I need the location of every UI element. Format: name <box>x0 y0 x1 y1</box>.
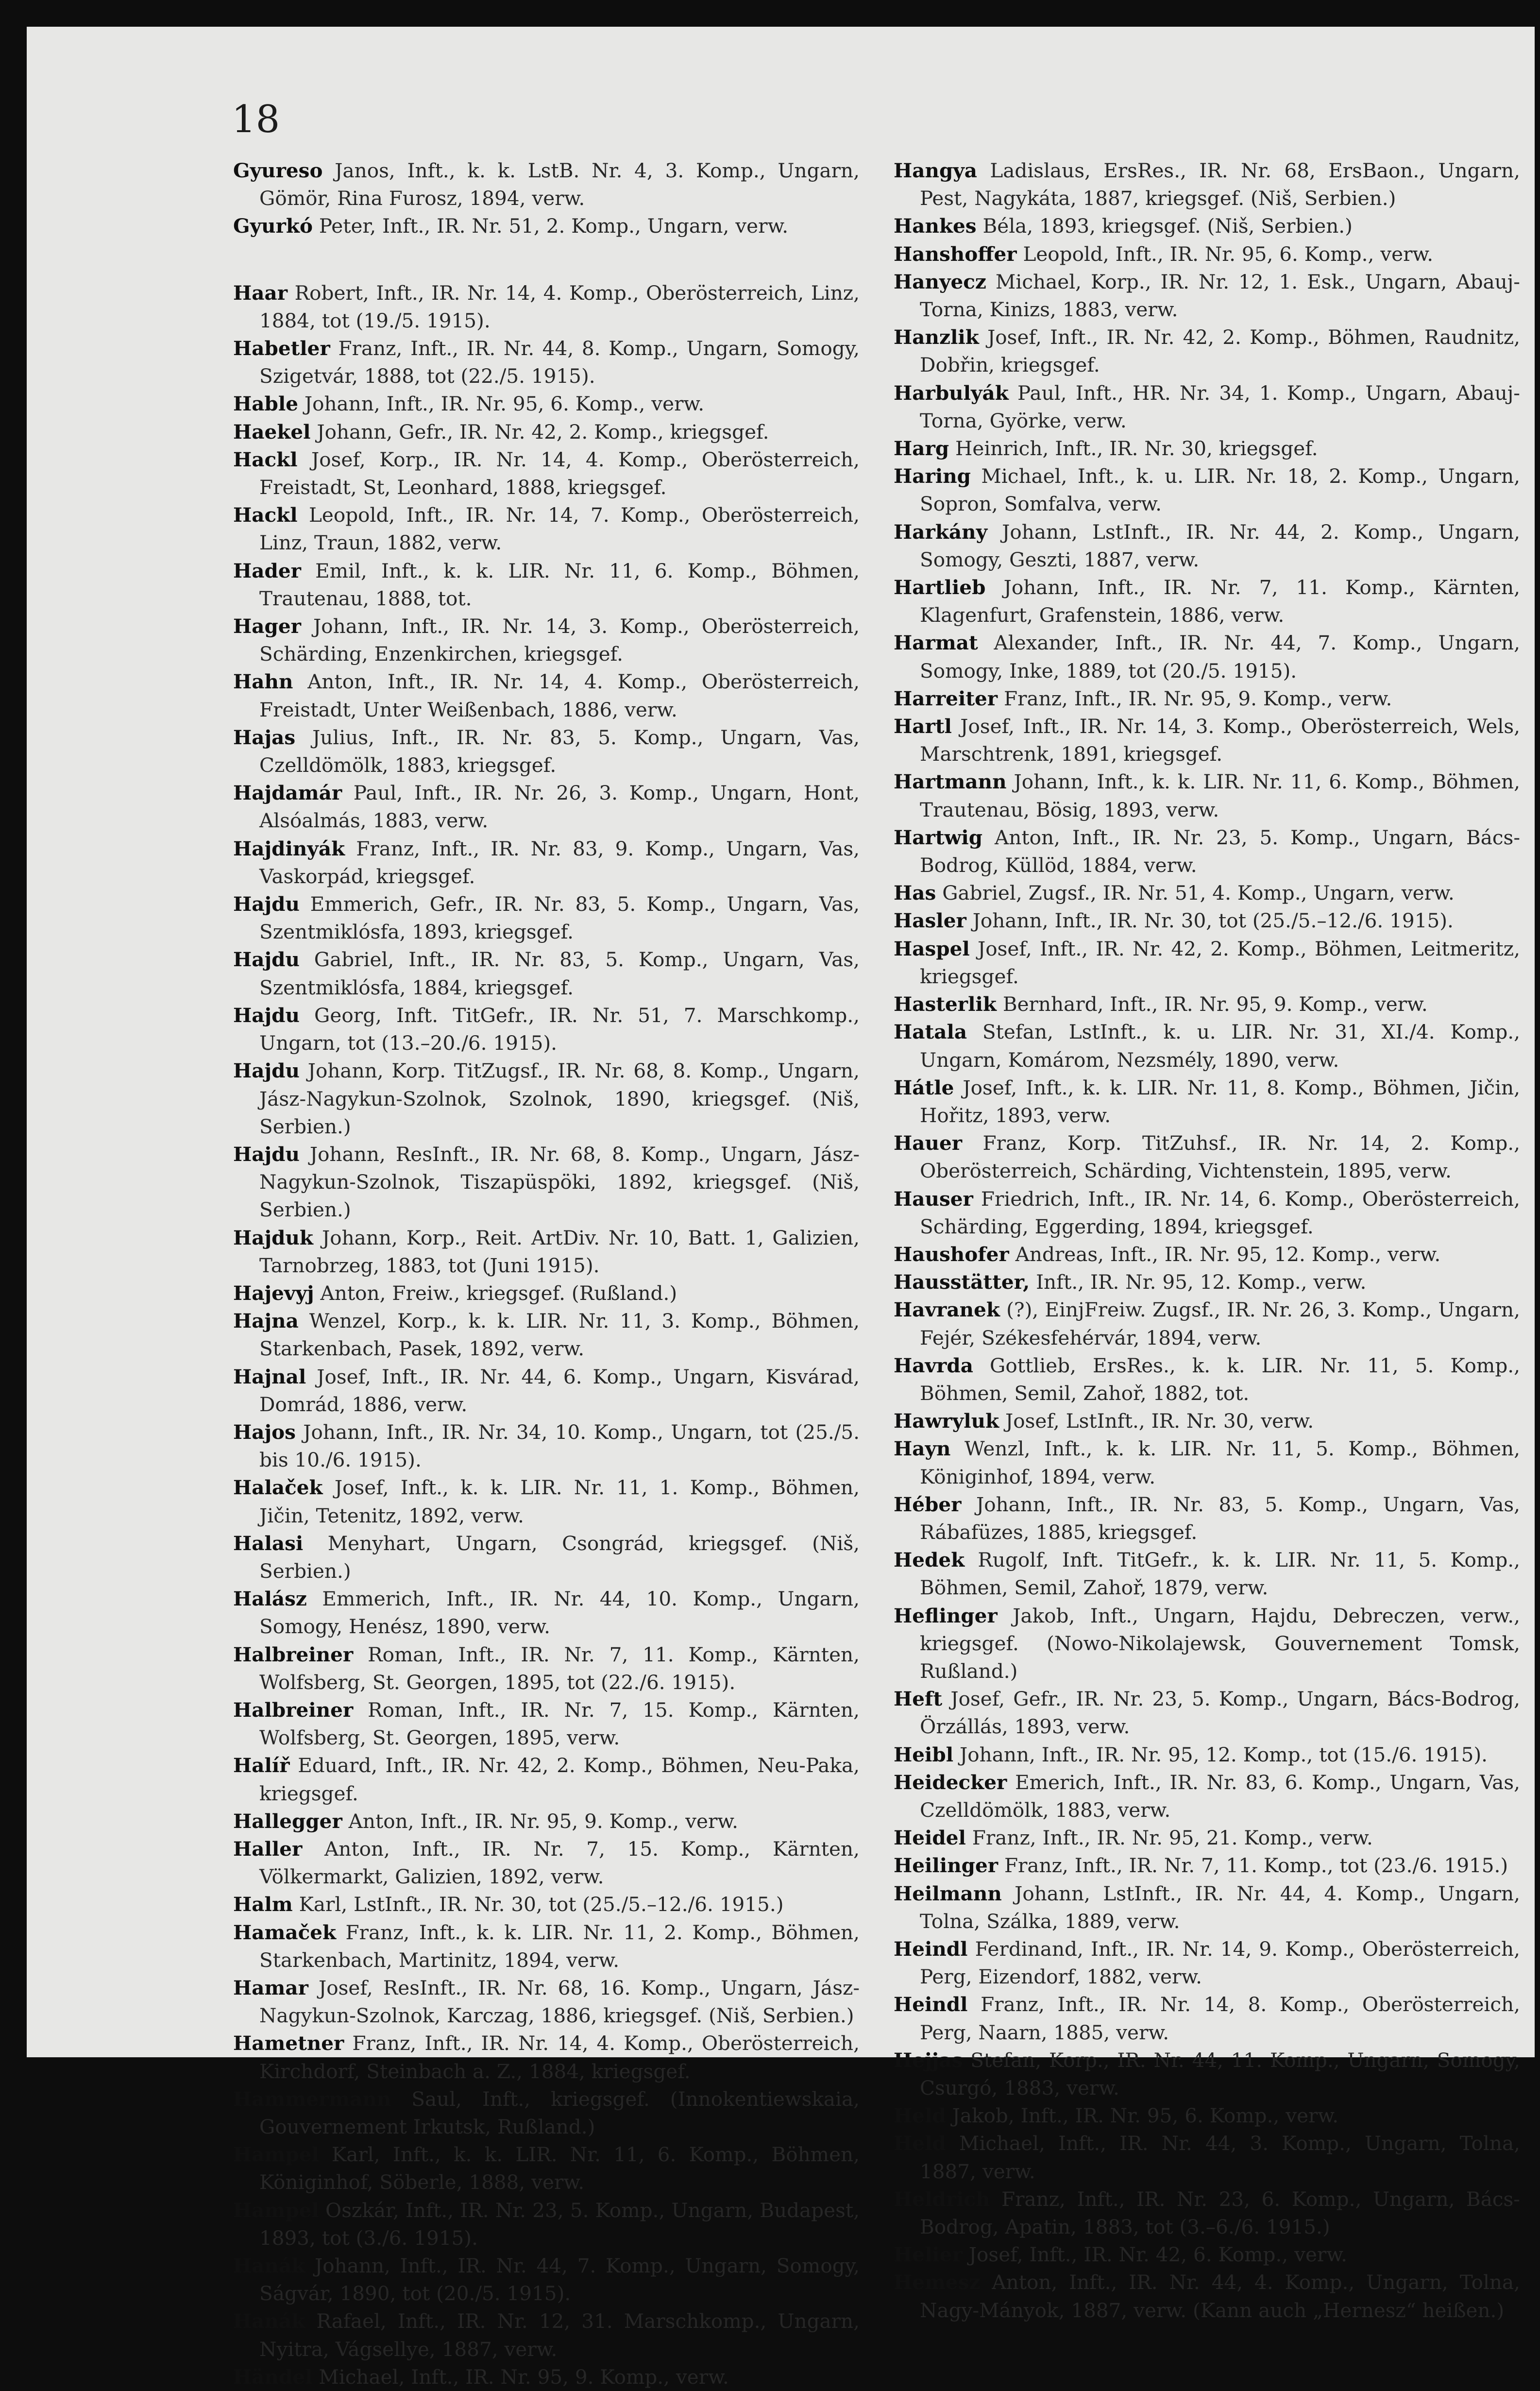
entry-details: Anton, Inft., IR. Nr. 7, 15. Komp., Kärnten, Völkermarkt, Galizien, 1892, verw. <box>259 1837 860 1889</box>
entry-details: Johann, Korp. TitZugsf., IR. Nr. 68, 8. Komp., Ungarn, Jász-Nagykun-Szolnok, Szolnok, 1890, kriegsgef. (Niš, Serbien.) <box>259 1059 860 1138</box>
entry-surname: Hartwig <box>894 825 983 849</box>
entry-surname: Haspel <box>894 937 970 960</box>
entry-details: Johann, Inft., IR. Nr. 34, 10. Komp., Ungarn, tot (25./5. bis 10./6. 1915). <box>259 1420 860 1472</box>
entry-details: Béla, 1893, kriegsgef. (Niš, Serbien.) <box>982 214 1353 238</box>
register-entry <box>233 335 860 390</box>
register-entry <box>233 2252 860 2307</box>
register-entry <box>233 1696 860 1752</box>
entry-surname: Hatala <box>894 1020 967 1044</box>
register-entry <box>894 268 1520 324</box>
entry-surname: Halm <box>233 1893 293 1916</box>
entry-details: Robert, Inft., IR. Nr. 14, 4. Komp., Oberösterreich, Linz, 1884, tot (19./5. 1915). <box>259 281 860 332</box>
register-entry <box>233 279 860 335</box>
entry-surname: Heft <box>894 1687 943 1711</box>
register-entry <box>233 557 860 613</box>
entry-surname: Heilmann <box>894 1881 1002 1905</box>
register-entry <box>894 1935 1520 1991</box>
register-entry <box>233 212 860 240</box>
entry-details: Andreas, Inft., IR. Nr. 95, 12. Komp., verw. <box>1015 1242 1441 1266</box>
register-entry <box>894 212 1520 240</box>
entry-surname: Hauser <box>894 1187 973 1211</box>
register-entry <box>894 2241 1520 2269</box>
entry-details: Johann, LstInft., IR. Nr. 44, 4. Komp., Ungarn, Tolna, Szálka, 1889, verw. <box>920 1881 1521 1933</box>
entry-surname: Heilinger <box>894 1854 998 1878</box>
left-column <box>233 157 860 2391</box>
register-entry <box>894 1352 1520 1407</box>
entry-surname: Halász <box>233 1587 307 1611</box>
entry-details: Michael, Inft., k. u. LIR. Nr. 18, 2. Komp., Ungarn, Sopron, Somfalva, verw. <box>920 464 1521 516</box>
entry-surname: Hackl <box>233 503 298 527</box>
register-entry <box>233 835 860 890</box>
entry-surname: Halbreiner <box>233 1642 354 1666</box>
entry-surname: Hedek <box>894 1548 965 1572</box>
register-entry <box>233 779 860 835</box>
register-entry <box>894 379 1520 435</box>
register-entry <box>894 1741 1520 1769</box>
entry-details: Janos, Inft., k. k. LstB. Nr. 4, 3. Komp., Ungarn, Gömör, Rina Furosz, 1894, verw. <box>259 159 860 210</box>
entry-surname: Havranek <box>894 1298 1000 1322</box>
entry-surname: Heindl <box>894 1937 968 1961</box>
entry-surname: Hajevyj <box>233 1281 314 1305</box>
entry-details: Johann, Inft., k. k. LIR. Nr. 11, 6. Komp., Böhmen, Trautenau, Bösig, 1893, verw. <box>920 770 1520 821</box>
entry-surname: Gyureso <box>233 159 323 182</box>
entry-details: Emmerich, Gefr., IR. Nr. 83, 5. Komp., Ungarn, Vas, Szentmiklósfa, 1893, kriegsgef. <box>259 892 860 944</box>
entry-surname: Hammermann <box>233 2087 391 2111</box>
entry-details: Josef, Inft., k. k. LIR. Nr. 11, 1. Komp., Böhmen, Jičin, Tetenitz, 1892, verw. <box>259 1476 860 1527</box>
register-entry <box>233 1808 860 1835</box>
entry-surname: Habetler <box>233 337 330 360</box>
entry-surname: Händel <box>233 2365 313 2389</box>
entry-details: Georg, Inft. TitGefr., IR. Nr. 51, 7. Marschkomp., Ungarn, tot (13.–20./6. 1915). <box>259 1003 860 1055</box>
page-number: 18 <box>232 98 280 141</box>
entry-details: Rugolf, Inft. TitGefr., k. k. LIR. Nr. 11, 5. Komp., Böhmen, Semil, Zahoř, 1879, verw. <box>920 1548 1521 1600</box>
entry-details: Franz, Inft., IR. Nr. 95, 9. Komp., verw. <box>1004 686 1392 710</box>
entry-details: Emil, Inft., k. k. LIR. Nr. 11, 6. Komp., Böhmen, Trautenau, 1888, tot. <box>259 559 860 610</box>
entry-surname: Gyurkó <box>233 214 313 238</box>
entry-surname: Has <box>894 881 936 905</box>
entry-surname: Heidecker <box>894 1770 1007 1794</box>
entry-details: Wenzel, Korp., k. k. LIR. Nr. 11, 3. Komp., Böhmen, Starkenbach, Pasek, 1892, verw. <box>259 1309 860 1361</box>
entry-surname: Helier <box>894 2243 963 2267</box>
entry-details: Josef, Gefr., IR. Nr. 23, 5. Komp., Ungarn, Bács-Bodrog, Örzállás, 1893, verw. <box>920 1687 1520 1739</box>
register-entry <box>894 2269 1520 2324</box>
entry-surname: Hangya <box>894 159 978 182</box>
entry-details: Gottlieb, ErsRes., k. k. LIR. Nr. 11, 5. Komp., Böhmen, Semil, Zahoř, 1882, tot. <box>920 1353 1521 1405</box>
entry-details: Franz, Korp. TitZuhsf., IR. Nr. 14, 2. Komp., Oberösterreich, Schärding, Vichtenstein, 1895, verw. <box>920 1131 1521 1183</box>
register-entry <box>894 1852 1520 1879</box>
entry-surname: Harg <box>894 437 949 461</box>
register-entry <box>233 2363 860 2391</box>
entry-surname: Hajdinyák <box>233 837 345 860</box>
entry-surname: Hankes <box>894 214 977 238</box>
entry-surname: Hajdu <box>233 1059 300 1083</box>
register-entry <box>894 324 1520 379</box>
entry-details: Johann, Inft., IR. Nr. 83, 5. Komp., Ungarn, Vas, Rábafüzes, 1885, kriegsgef. <box>920 1492 1520 1544</box>
entry-details: Emmerich, Inft., IR. Nr. 44, 10. Komp., Ungarn, Somogy, Henész, 1890, verw. <box>259 1587 860 1639</box>
register-entry <box>894 462 1520 518</box>
entry-details: Johann, Gefr., IR. Nr. 42, 2. Komp., kriegsgef. <box>317 420 769 444</box>
register-entry <box>233 613 860 668</box>
entry-details: Peter, Inft., IR. Nr. 51, 2. Komp., Ungarn, verw. <box>319 214 789 238</box>
entry-details: Franz, Inft., IR. Nr. 23, 6. Komp., Ungarn, Bács-Bodrog, Apatin, 1883, tot (3.–6./6. 1915.) <box>920 2187 1520 2239</box>
entry-surname: Harkány <box>894 520 988 544</box>
register-entry <box>233 446 860 501</box>
register-entry <box>894 1769 1520 1824</box>
entry-details: Roman, Inft., IR. Nr. 7, 15. Komp., Kärnten, Wolfsberg, St. Georgen, 1895, verw. <box>259 1698 860 1750</box>
register-entry <box>894 768 1520 823</box>
entry-surname: Haekel <box>233 420 311 444</box>
entry-details: Josef, Inft., IR. Nr. 42, 2. Komp., Böhmen, Leitmeritz, kriegsgef. <box>920 937 1520 988</box>
entry-surname: Halbreiner <box>233 1698 354 1722</box>
entry-surname: Hajdu <box>233 948 300 972</box>
right-column <box>894 157 1520 2324</box>
register-entry <box>894 629 1520 684</box>
register-entry <box>894 935 1520 991</box>
entry-details: Johann, Korp., Reit. ArtDiv. Nr. 10, Batt. 1, Galizien, Tarnobrzeg, 1883, tot (Juni 1915). <box>259 1226 860 1277</box>
entry-details: Leopold, Inft., IR. Nr. 14, 7. Komp., Oberösterreich, Linz, Traun, 1882, verw. <box>259 503 860 555</box>
entry-surname: Hanyecz <box>894 270 986 293</box>
entry-surname: Hamar <box>233 1976 308 1999</box>
register-entry <box>894 157 1520 212</box>
register-entry <box>233 2307 860 2363</box>
register-entry <box>233 1752 860 1807</box>
register-entry <box>233 890 860 946</box>
register-entry <box>233 1585 860 1640</box>
entry-surname: Hajnal <box>233 1365 306 1388</box>
entry-details: Karl, Inft., k. k. LIR. Nr. 11, 6. Komp., Böhmen, Königinhof, Söberle, 1888, verw. <box>259 2143 860 2194</box>
entry-details: (?), EinjFreiw. Zugsf., IR. Nr. 26, 3. Komp., Ungarn, Fejér, Székesfehérvár, 1894, verw. <box>920 1298 1520 1349</box>
entry-details: Julius, Inft., IR. Nr. 83, 5. Komp., Ungarn, Vas, Czelldömölk, 1883, kriegsgef. <box>259 725 860 777</box>
entry-details: Roman, Inft., IR. Nr. 7, 11. Komp., Kärnten, Wolfsberg, St. Georgen, 1895, tot (22./6. 1915). <box>259 1642 860 1694</box>
entry-surname: Hanák <box>233 2254 305 2278</box>
entry-surname: Hametner <box>233 2032 344 2055</box>
entry-surname: Hejjas <box>894 2048 963 2072</box>
register-entry <box>894 518 1520 574</box>
register-entry <box>894 574 1520 629</box>
entry-surname: Harreiter <box>894 686 998 710</box>
register-entry <box>233 1474 860 1529</box>
entry-surname: Heidel <box>894 1826 966 1850</box>
entry-details: Friedrich, Inft., IR. Nr. 14, 6. Komp., Oberösterreich, Schärding, Eggerding, 1894, kriegsgef. <box>920 1187 1520 1238</box>
entry-surname: Hanák <box>233 2309 305 2333</box>
entry-details: Paul, Inft., HR. Nr. 34, 1. Komp., Ungarn, Abauj-Torna, Györke, verw. <box>920 381 1520 432</box>
entry-surname: Halaček <box>233 1476 323 1500</box>
entry-details: Emerich, Inft., IR. Nr. 83, 6. Komp., Ungarn, Vas, Czelldömölk, 1883, verw. <box>920 1770 1520 1822</box>
entry-details: Gabriel, Zugsf., IR. Nr. 51, 4. Komp., Ungarn, verw. <box>942 881 1455 905</box>
entry-surname: Hajdamár <box>233 781 342 805</box>
register-entry <box>894 1018 1520 1074</box>
register-entry <box>233 724 860 779</box>
entry-details: Josef, Inft., IR. Nr. 42, 2. Komp., Böhmen, Raudnitz, Dobřin, kriegsgef. <box>920 325 1520 377</box>
entry-details: Ladislaus, ErsRes., IR. Nr. 68, ErsBaon., Ungarn, Pest, Nagykáta, 1887, kriegsgef. (Niš, Serbien.) <box>920 159 1520 210</box>
register-entry <box>894 2047 1520 2102</box>
entry-surname: Hable <box>233 392 298 416</box>
register-entry <box>233 1974 860 2030</box>
entry-surname: Havrda <box>894 1353 973 1377</box>
entry-details: Josef, ResInft., IR. Nr. 68, 16. Komp., Ungarn, Jász-Nagykun-Szolnok, Karczag, 1886, kriegsgef. (Niš, Serbien.) <box>259 1976 860 2028</box>
register-entry <box>894 2186 1520 2241</box>
entry-details: Eduard, Inft., IR. Nr. 42, 2. Komp., Böhmen, Neu-Paka, kriegsgef. <box>259 1754 860 1805</box>
register-entry <box>233 1418 860 1474</box>
register-entry <box>233 2085 860 2141</box>
entry-details: Johann, LstInft., IR. Nr. 44, 2. Komp., Ungarn, Somogy, Geszti, 1887, verw. <box>920 520 1520 571</box>
entry-surname: Hajas <box>233 725 296 749</box>
register-entry <box>233 1641 860 1696</box>
entry-surname: Hasterlik <box>894 992 997 1016</box>
entry-surname: Hanzlik <box>894 325 979 349</box>
register-entry <box>894 1991 1520 2046</box>
register-entry <box>233 1530 860 1585</box>
entry-surname: Heibl <box>894 1742 954 1766</box>
register-entry <box>894 1268 1520 1296</box>
entry-surname: Haar <box>233 281 288 305</box>
register-entry <box>233 1224 860 1280</box>
entry-details: Heinrich, Inft., IR. Nr. 30, kriegsgef. <box>955 437 1318 461</box>
entry-surname: Hartl <box>894 715 952 738</box>
entry-surname: Hahn <box>233 670 293 694</box>
entry-details: Johann, Inft., IR. Nr. 44, 7. Komp., Ungarn, Somogy, Ságvár, 1890, tot (20./5. 1915). <box>259 2254 860 2306</box>
entry-details: Stefan, Korp., IR. Nr. 44, 11. Komp., Ungarn, Somogy, Csurgó, 1883, verw. <box>920 2048 1521 2100</box>
register-entry <box>233 1835 860 1891</box>
entry-details: Josef, Korp., IR. Nr. 14, 4. Komp., Oberösterreich, Freistadt, St, Leonhard, 1888, kriegsgef. <box>259 447 860 499</box>
entry-surname: Heindl <box>894 1993 968 2016</box>
entry-details: Franz, Inft., IR. Nr. 14, 8. Komp., Oberösterreich, Perg, Naarn, 1885, verw. <box>920 1993 1521 2044</box>
entry-surname: Halasi <box>233 1531 304 1555</box>
register-entry <box>894 1296 1520 1351</box>
entry-details: Paul, Inft., IR. Nr. 26, 3. Komp., Ungarn, Hont, Alsóalmás, 1883, verw. <box>259 781 860 833</box>
entry-surname: Hajdu <box>233 1142 300 1166</box>
entry-details: Johann, ResInft., IR. Nr. 68, 8. Komp., Ungarn, Jász-Nagykun-Szolnok, Tiszapüspöki, 1892, kriegsgef. (Niš, Serbien.) <box>259 1142 860 1222</box>
entry-surname: Hajdu <box>233 1003 300 1027</box>
entry-details: Karl, LstInft., IR. Nr. 30, tot (25./5.–12./6. 1915.) <box>299 1893 784 1916</box>
entry-details: Franz, Inft., IR. Nr. 44, 8. Komp., Ungarn, Somogy, Szigetvár, 1888, tot (22./5. 1915). <box>259 337 860 388</box>
register-entry <box>233 2197 860 2252</box>
entry-details: Alexander, Inft., IR. Nr. 44, 7. Komp., Ungarn, Somogy, Inke, 1889, tot (20./5. 1915). <box>920 631 1521 683</box>
entry-details: Johann, Inft., IR. Nr. 14, 3. Komp., Oberösterreich, Schärding, Enzenkirchen, kriegsgef. <box>259 615 860 666</box>
entry-surname: Hallegger <box>233 1809 342 1833</box>
register-entry <box>233 390 860 418</box>
entry-surname: Haushofer <box>894 1242 1009 1266</box>
entry-details: Ferdinand, Inft., IR. Nr. 14, 9. Komp., Oberösterreich, Perg, Eizendorf, 1882, verw. <box>920 1937 1520 1989</box>
entry-surname: Héber <box>894 1492 962 1516</box>
entry-surname: Heflinger <box>894 1604 998 1627</box>
entry-details: Johann, Inft., IR. Nr. 7, 11. Komp., Kärnten, Klagenfurt, Grafenstein, 1886, verw. <box>920 576 1521 627</box>
entry-surname: Hasler <box>894 909 966 933</box>
entry-details: Michael, Inft., IR. Nr. 95, 9. Komp., verw. <box>319 2365 729 2389</box>
entry-details: Bernhard, Inft., IR. Nr. 95, 9. Komp., verw. <box>1002 992 1428 1016</box>
entry-details: Johann, Inft., IR. Nr. 95, 12. Komp., tot (15./6. 1915). <box>960 1742 1488 1766</box>
entry-surname: Hausstätter, <box>894 1270 1030 1294</box>
register-entry <box>894 1880 1520 1935</box>
entry-surname: Hauer <box>894 1131 963 1155</box>
entry-details: Franz, Inft., IR. Nr. 14, 4. Komp., Oberösterreich, Kirchdorf, Steinbach a. Z., 1884, kriegsgef. <box>259 2032 860 2083</box>
register-entry <box>894 1824 1520 1852</box>
entry-details: Anton, Inft., IR. Nr. 14, 4. Komp., Oberösterreich, Freistadt, Unter Weißenbach, 1886, verw. <box>259 670 860 721</box>
entry-surname: Hajduk <box>233 1226 313 1249</box>
register-entry <box>894 1685 1520 1741</box>
entry-surname: Hawryluk <box>894 1409 999 1433</box>
register-entry <box>233 668 860 723</box>
register-entry <box>233 1280 860 1307</box>
entry-details: Franz, Inft., k. k. LIR. Nr. 11, 2. Komp., Böhmen, Starkenbach, Martinitz, 1894, verw. <box>259 1920 860 1972</box>
register-entry <box>233 2030 860 2085</box>
entry-details: Johann, Inft., IR. Nr. 30, tot (25./5.–12./6. 1915). <box>972 909 1454 933</box>
entry-details: Anton, Freiw., kriegsgef. (Rußland.) <box>320 1281 677 1305</box>
entry-details: Michael, Inft., IR. Nr. 44, 3. Komp., Ungarn, Tolna, 1887, verw. <box>920 2132 1520 2183</box>
entry-details: Jakob, Inft., Ungarn, Hajdu, Debreczen, verw., kriegsgef. (Nowo-Nikolajewsk, Gouvernement Tomsk, Rußland.) <box>920 1604 1520 1683</box>
entry-surname: Halíř <box>233 1754 290 1777</box>
entry-surname: Hajos <box>233 1420 296 1444</box>
entry-details: Jakob, Inft., IR. Nr. 95, 6. Komp., verw. <box>952 2104 1339 2128</box>
entry-details: Josef, Inft., IR. Nr. 44, 6. Komp., Ungarn, Kisvárad, Domrád, 1886, verw. <box>259 1365 860 1416</box>
register-entry <box>894 1602 1520 1686</box>
entry-details: Gabriel, Inft., IR. Nr. 83, 5. Komp., Ungarn, Vas, Szentmiklósfa, 1884, kriegsgef. <box>259 948 860 999</box>
register-entry <box>233 1891 860 1918</box>
entry-surname: Hemesz <box>894 2271 981 2294</box>
entry-details: Anton, Inft., IR. Nr. 23, 5. Komp., Ungarn, Bács-Bodrog, Küllöd, 1884, verw. <box>920 825 1521 877</box>
register-entry <box>233 1141 860 1224</box>
entry-details: Franz, Inft., IR. Nr. 7, 11. Komp., tot (23./6. 1915.) <box>1004 1854 1508 1878</box>
entry-surname: Hartlieb <box>894 576 986 599</box>
entry-details: Stefan, LstInft., k. u. LIR. Nr. 31, XI./4. Komp., Ungarn, Komárom, Nezsmély, 1890, verw. <box>920 1020 1520 1072</box>
entry-surname: Hamaček <box>233 1920 337 1944</box>
register-entry <box>894 713 1520 768</box>
register-entry <box>894 879 1520 907</box>
entry-details: Franz, Inft., IR. Nr. 95, 21. Komp., verw. <box>972 1826 1373 1850</box>
register-entry <box>894 1241 1520 1268</box>
entry-details: Josef, Inft., k. k. LIR. Nr. 11, 8. Komp., Böhmen, Jičin, Hořitz, 1893, verw. <box>920 1076 1521 1127</box>
entry-surname: Hátle <box>894 1076 954 1099</box>
entry-surname: Heldrich <box>894 2187 990 2211</box>
register-entry <box>894 240 1520 268</box>
entry-details: Anton, Inft., IR. Nr. 95, 9. Komp., verw. <box>348 1809 739 1833</box>
entry-details: Johann, Inft., IR. Nr. 95, 6. Komp., verw. <box>304 392 705 416</box>
entry-surname: Hackl <box>233 447 298 471</box>
entry-surname: Held <box>894 2104 946 2128</box>
register-entry <box>894 1185 1520 1241</box>
register-entry <box>894 2130 1520 2185</box>
register-entry <box>894 2102 1520 2130</box>
entry-details: Inft., IR. Nr. 95, 12. Komp., verw. <box>1036 1270 1367 1294</box>
register-entry <box>233 946 860 1001</box>
entry-surname: Hager <box>233 615 301 638</box>
register-entry <box>233 1057 860 1141</box>
entry-details: Wenzl, Inft., k. k. LIR. Nr. 11, 5. Komp., Böhmen, Königinhof, 1894, verw. <box>920 1437 1520 1488</box>
register-entry <box>894 685 1520 713</box>
register-entry <box>894 824 1520 879</box>
register-entry <box>233 1002 860 1057</box>
entry-surname: Hampel <box>233 2198 319 2222</box>
entry-surname: Hajdu <box>233 892 300 916</box>
register-entry <box>894 435 1520 462</box>
register-entry <box>233 1307 860 1363</box>
register-entry <box>233 1919 860 1974</box>
register-entry <box>894 1546 1520 1602</box>
entry-surname: Hampel <box>233 2143 319 2167</box>
register-entry <box>894 1491 1520 1546</box>
register-entry <box>233 418 860 446</box>
entry-details: Rafael, Inft., IR. Nr. 12, 31. Marschkomp., Ungarn, Nyitra, Vágsellye, 1887, verw. <box>259 2309 860 2361</box>
entry-details: Josef, Inft., IR. Nr. 14, 3. Komp., Oberösterreich, Wels, Marschtrenk, 1891, kriegsgef. <box>920 715 1520 766</box>
register-entry <box>894 1407 1520 1435</box>
entry-details: Saul, Inft., kriegsgef. (Innokentiewskaia, Gouvernement Irkutsk, Rußland.) <box>259 2087 860 2139</box>
entry-surname: Hader <box>233 559 301 582</box>
register-entry <box>894 1435 1520 1490</box>
entry-surname: Harbulyák <box>894 381 1009 405</box>
register-entry <box>233 1363 860 1418</box>
entry-surname: Hartmann <box>894 770 1007 794</box>
register-entry <box>894 1074 1520 1129</box>
entry-details: Oszkár, Inft., IR. Nr. 23, 5. Komp., Ungarn, Budapest, 1893, tot (3./6. 1915). <box>259 2198 860 2250</box>
entry-surname: Haring <box>894 464 971 488</box>
register-entry <box>894 1129 1520 1185</box>
entry-surname: Haller <box>233 1837 303 1861</box>
page-sheet <box>27 27 1535 2389</box>
entry-details: Menyhart, Ungarn, Csongrád, kriegsgef. (Niš, Serbien.) <box>259 1531 860 1583</box>
entry-surname: Hanshoffer <box>894 242 1017 266</box>
entry-surname: Hajna <box>233 1309 299 1333</box>
register-entry <box>894 991 1520 1018</box>
register-entry <box>894 907 1520 935</box>
entry-surname: Harmat <box>894 631 978 655</box>
register-entry <box>233 2141 860 2196</box>
entry-surname: Held <box>894 2132 946 2155</box>
entry-details: Michael, Korp., IR. Nr. 12, 1. Esk., Ungarn, Abauj-Torna, Kinizs, 1883, verw. <box>920 270 1520 322</box>
entry-details: Anton, Inft., IR. Nr. 44, 4. Komp., Ungarn, Tolna, Nagy-Mányok, 1887, verw. (Kann auch „Hernesz“ heißen.) <box>920 2271 1521 2322</box>
entry-surname: Hayn <box>894 1437 951 1461</box>
entry-details: Josef, LstInft., IR. Nr. 30, verw. <box>1005 1409 1314 1433</box>
register-entry <box>233 157 860 212</box>
register-entry <box>233 501 860 557</box>
entry-details: Franz, Inft., IR. Nr. 83, 9. Komp., Ungarn, Vas, Vaskorpád, kriegsgef. <box>259 837 860 888</box>
entry-details: Josef, Inft., IR. Nr. 42, 6. Komp., verw. <box>968 2243 1348 2267</box>
entry-details: Leopold, Inft., IR. Nr. 95, 6. Komp., verw. <box>1023 242 1434 266</box>
